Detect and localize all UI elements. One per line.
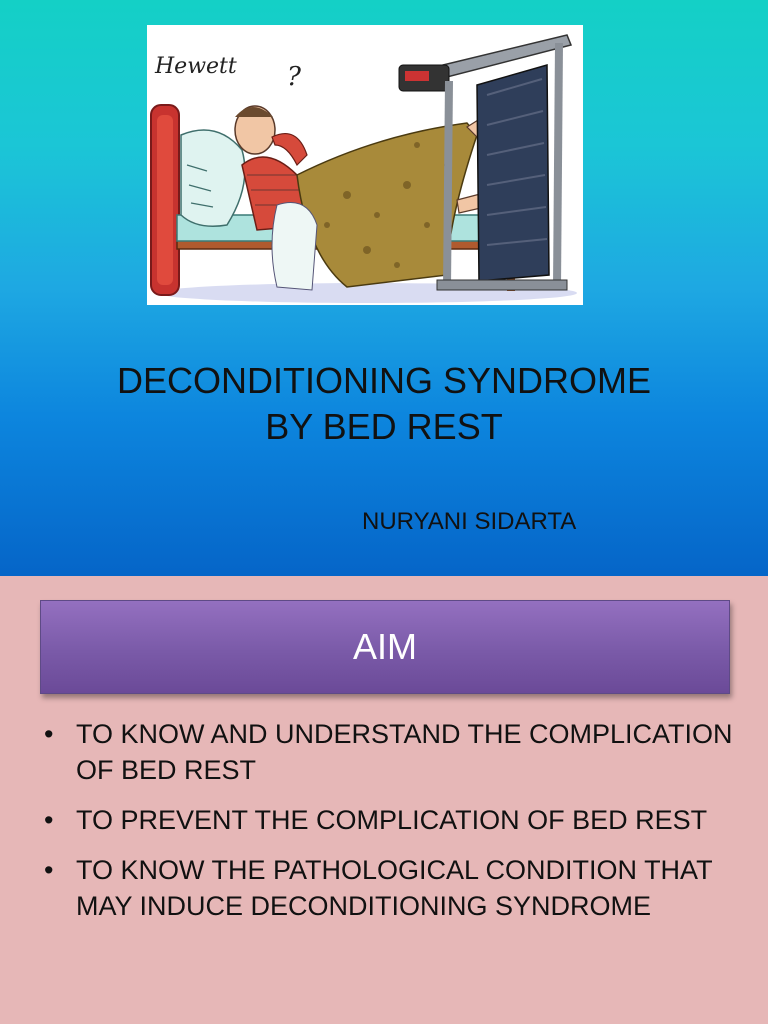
title-line-1: DECONDITIONING SYNDROME: [116, 360, 652, 401]
bed-rest-cartoon-illustration: [147, 25, 583, 305]
bullet-text: TO PREVENT THE COMPLICATION OF BED REST: [76, 805, 708, 835]
cartoon-signature: Hewett: [155, 54, 237, 79]
cartoon-question-mark: ?: [287, 62, 301, 92]
slide-title-text: [0, 358, 768, 450]
aim-bullet-list: [40, 716, 740, 938]
title-line-2: BY BED REST: [265, 406, 503, 447]
bullet-text: TO KNOW AND UNDERSTAND THE COMPLICATION OF BED REST: [76, 719, 733, 785]
slide-aim: [0, 576, 768, 1024]
list-item: [40, 716, 740, 788]
bullet-icon: •: [44, 719, 54, 749]
list-item: [40, 852, 740, 924]
list-item: [40, 802, 740, 838]
cartoon-drawing: [147, 25, 583, 305]
author-name: NURYANI SIDARTA: [362, 508, 577, 535]
bullet-text: TO KNOW THE PATHOLOGICAL CONDITION THAT MAY INDUCE DECONDITIONING SYNDROME: [76, 855, 713, 921]
aim-heading-box: [40, 600, 730, 694]
bullet-icon: •: [44, 855, 54, 885]
bullet-icon: •: [44, 805, 54, 835]
aim-heading: AIM: [352, 626, 417, 667]
